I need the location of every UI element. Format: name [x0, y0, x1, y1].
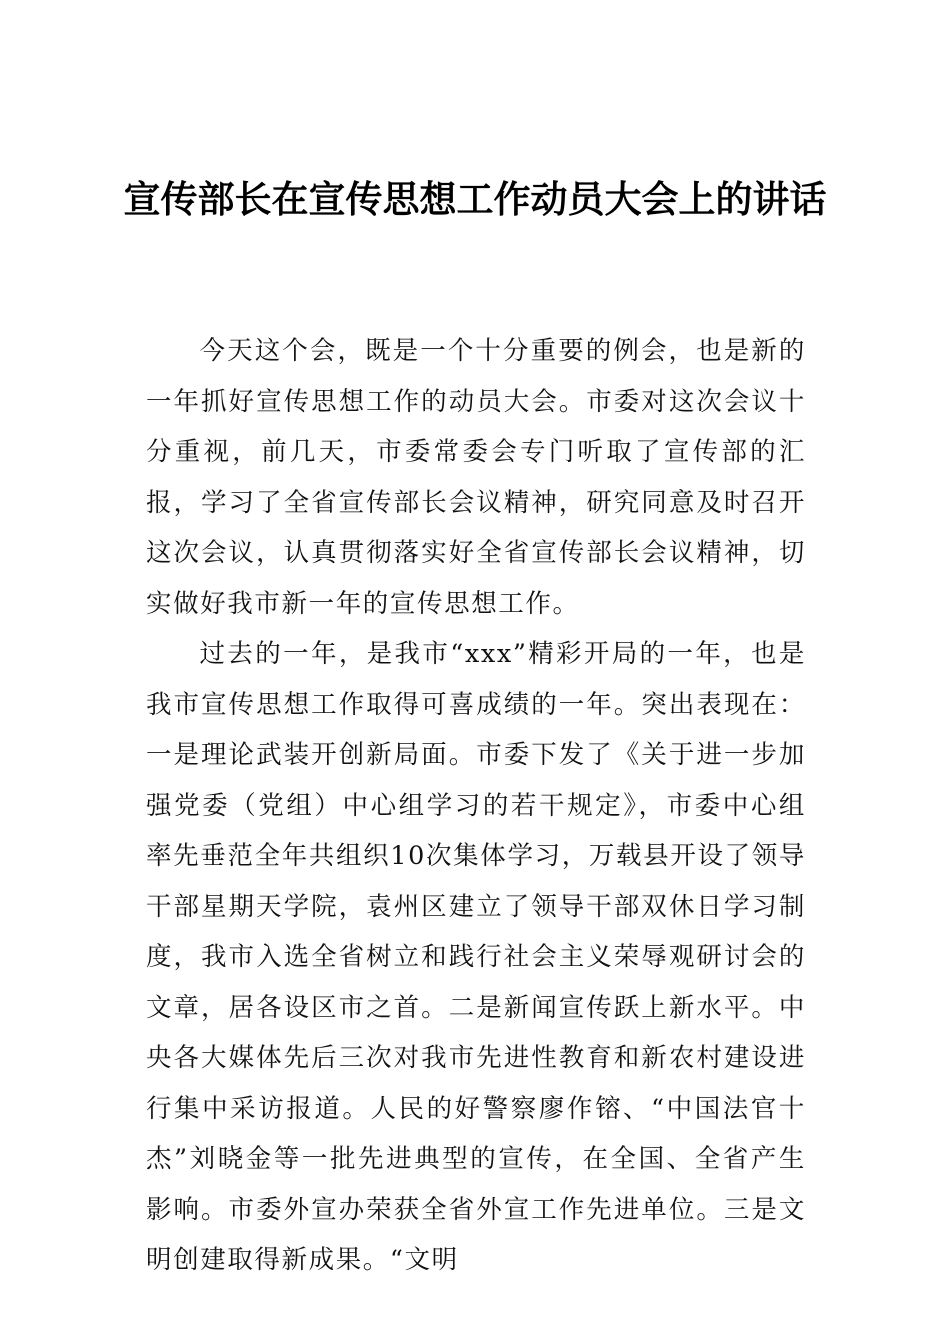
document-body: [146, 326, 806, 1286]
document-title: 宣传部长在宣传思想工作动员大会上的讲话: [123, 177, 827, 221]
paragraph-1: 今天这个会，既是一个十分重要的例会，也是新的一年抓好宣传思想工作的动员大会。市委对这次会议十分重视，前几天，市委常委会专门听取了宣传部的汇报，学习了全省宣传部长会议精神，研究同意及时召开这次会议，认真贯彻落实好全省宣传部长会议精神，切实做好我市新一年的宣传思想工作。: [146, 336, 806, 619]
paragraph-2: 过去的一年，是我市“xxx”精彩开局的一年，也是我市宣传思想工作取得可喜成绩的一年。突出表现在：一是理论武装开创新局面。市委下发了《关于进一步加强党委（党组）中心组学习的若干规定》，市委中心组率先垂范全年共组织10次集体学习，万载县开设了领导干部星期天学院，袁州区建立了领导干部双休日学习制度，我市入选全省树立和践行社会主义荣辱观研讨会的文章，居各设区市之首。二是新闻宣传跃上新水平。中央各大媒体先后三次对我市先进性教育和新农村建设进行集中采访报道。人民的好警察廖作镕、“中国法官十杰”刘晓金等一批先进典型的宣传，在全国、全省产生影响。市委外宣办荣获全省外宣工作先进单位。三是文明创建取得新成果。“文明: [146, 639, 806, 1275]
